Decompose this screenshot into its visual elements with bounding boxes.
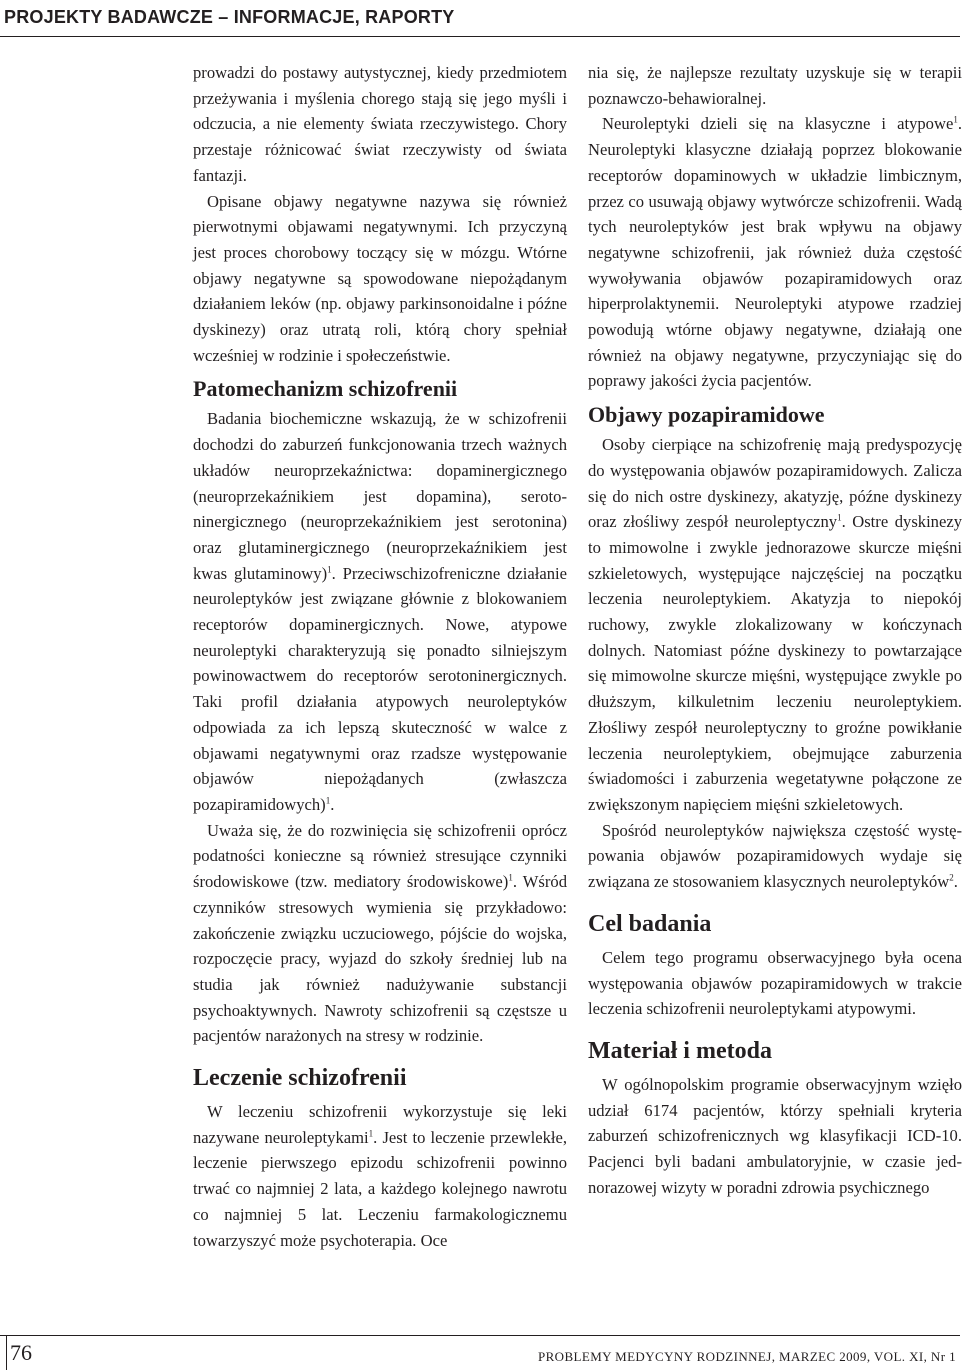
- paragraph: Osoby cierpiące na schizofrenię mają predyspozycję do występowania objawów pozapiramidowych. Zalicza się do nich ostre dyskinezy, akatyzję, późne dyskinezy oraz złośliwy zespół neuroleptyczny$^1$. Ostre dyskinezy to mimowolne i zwykle jednorazowe skurcze mięśni szkieletowych, występujące najczęściej na początku leczenia neuroleptykiem. Akatyzja to niepokój ruchowy, zwykle zlokalizowany w kończynach dolnych. Natomiast późne dyskinezy to powtarzające się mimowolne skurcze mięśni, występujące zwykle po dłuższym, kilkuletnim leczeniu neuroleptykiem. Złośliwy zespół neuroleptyczny to groźne powikłanie leczenia neuroleptykiem, obejmujące zaburzenia świadomości i zaburzenia wegetatywne połączone ze zwiększonym napięciem mięśni szkieletowych.: [588, 435, 962, 814]
- paragraph: Badania biochemiczne wskazują, że w schizofrenii dochodzi do zaburzeń funkcjonowania trzech ważnych układów neuroprzekaźnictwa: dopaminergicznego (neuroprzekaźnikiem jest dopamina), serotoninergicznego (neuroprzekaźnikiem jest serotonina) oraz glutaminergicznego (neuroprzekaźnikiem jest kwas glutaminowy)$^1$. Przeciwschizofreniczne działanie neuroleptyków jest związane głównie z blokowaniem receptorów dopaminergicznych. Nowe, atypowe neuroleptyki charakteryzują się ponadto silniejszym powinowactwem do receptorów serotoninergicznych. Taki profil działania atypowych neuroleptyków odpowiada za ich lepszą skuteczność w walce z objawami negatywnymi oraz rzadsze występowanie objawów niepożądanych (zwłaszcza pozapiramidowych)$^1$.: [193, 409, 567, 814]
- paragraph: nia się, że najlepsze rezultaty uzyskuje się w terapii poznawczo-behawioralnej.: [588, 63, 962, 108]
- left-column: [193, 60, 567, 1253]
- right-column: [588, 60, 962, 1200]
- paragraph: Uważa się, że do rozwinięcia się schizofrenii oprócz podatności konieczne są również stresujące czynniki środowiskowe (tzw. mediatory środowiskowe)$^1$. Wśród czynników stresowych wymienia się przykładowo: zakończenie związku uczuciowego, pójście do wojska, rozpoczęcie pracy, wyjazd do szkoły średniej lub na studia jak również nadużywanie substancji psychoaktywnych. Nawroty schizofrenii są częstsze u pacjentów narażonych na stresy w rodzinie.: [193, 820, 567, 1046]
- paragraph: prowadzi do postawy autystycznej, kiedy przedmiotem przeżywania i myślenia chorego stają się jego myśli i odczucia, a nie elementy świata rzeczywistego. Chory przestaje różnicować świat rzeczywisty od świata fantazji.: [193, 63, 567, 185]
- header-rule: [0, 36, 960, 37]
- citation-ref: 1: [953, 114, 958, 125]
- paragraph: W leczeniu schizofrenii wykorzystuje się leki nazywane neuroleptykami$^1$. Jest to leczenie przewlekłe, leczenie pierwszego epizodu schizofrenii powinno trwać co najmniej 2 lata, a każdego kolejnego nawrotu co najmniej 5 lat. Leczeniu farmakologicznemu towarzyszyć może psychoterapia. Oce: [193, 1102, 567, 1250]
- section-heading-cel: Cel badania: [588, 910, 712, 937]
- citation-ref: 1: [327, 564, 332, 575]
- running-header: PROJEKTY BADAWCZE – INFORMACJE, RAPORTY: [4, 7, 455, 27]
- section-heading-material: Materiał i metoda: [588, 1037, 772, 1064]
- paragraph: Celem tego programu obserwacyjnego była ocena występowania objawów pozapiramidowych w trakcie leczenia schizofrenii neuroleptykami atypowymi.: [588, 947, 962, 1019]
- footer-rule: [0, 1335, 960, 1336]
- section-heading-objawy: Objawy pozapiramidowe: [588, 402, 825, 428]
- citation-ref: 1: [325, 795, 331, 806]
- citation-ref: 1: [368, 1128, 374, 1139]
- paragraph: Neuroleptyki dzieli się na klasyczne i atypowe$^1$. Neuroleptyki klasyczne działają poprzez blokowanie receptorów dopaminowych w układzie limbicznym, przez co usuwają objawy wytwórcze schizofrenii. Wadą tych neuroleptyków jest brak wpływu na objawy negatywne schizofrenii, jak również duża częstość wywoływania objawów pozapiramidowych oraz hiperprolaktynemii. Neuroleptyki atypowe rzadziej powodują wtórne objawy negatywne, działają one również na objawy negatywne, przyczyniając się do poprawy jakości życia pacjentów.: [588, 114, 962, 391]
- paragraph: W ogólnopolskim programie obserwacyjnym wzięło udział 6174 pacjentów, którzy spełniali kryteria zaburzeń schizofrenicznych wg klasyfikacji ICD-10. Pacjenci byli badani ambulatoryjnie, w czasie jednorazowej wizyty w poradni zdrowia psychicznego: [588, 1074, 962, 1197]
- citation-ref: 1: [508, 872, 513, 883]
- section-heading-leczenie: Leczenie schizofrenii: [193, 1065, 407, 1092]
- paragraph: Spośród neuroleptyków największa częstość występowania objawów pozapiramidowych wydaje się związana ze stosowaniem klasycznych neuroleptyków$^2$.: [588, 820, 962, 892]
- citation-ref: 2: [949, 872, 954, 883]
- citation-ref: 1: [837, 512, 842, 523]
- page-number: 76: [10, 1340, 32, 1365]
- journal-citation: PROBLEMY MEDYCYNY RODZINNEJ, MARZEC 2009, VOL. XI, Nr 1: [537, 1349, 956, 1364]
- footer-divider: [6, 1335, 7, 1370]
- section-heading-patomechanizm: Patomechanizm schizofrenii: [193, 376, 458, 402]
- paragraph: Opisane objawy negatywne nazywa się również pierwotnymi objawami negatywnymi. Ich przyczyną jest proces chorobowy toczący się w mózgu. Wtórne objawy negatywne są spowodowane niepożądanym działaniem leków (np. objawy parkinsonoidalne i późne dyskinezy) oraz utratą roli, którą chory spełniał wcześniej w rodzinie i społeczeństwie.: [193, 191, 567, 365]
